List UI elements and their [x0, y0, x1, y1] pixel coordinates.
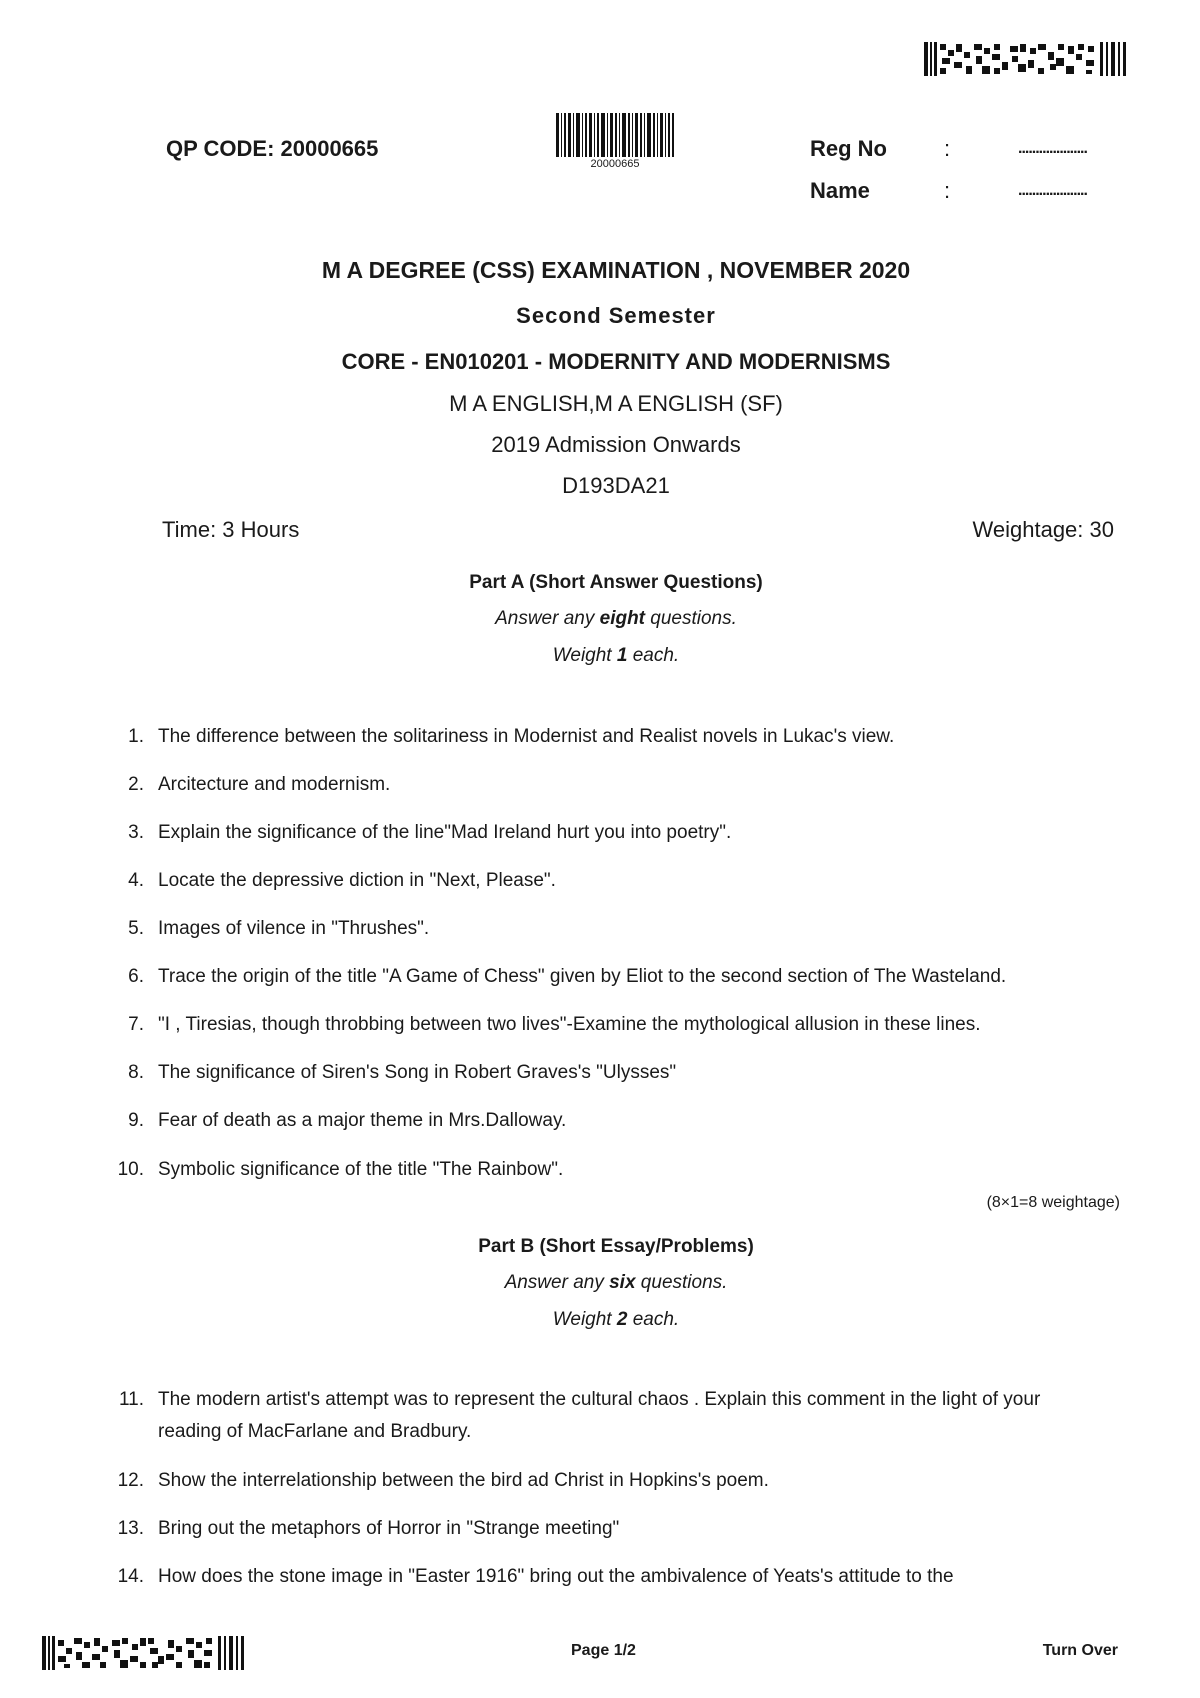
question-number: 13. [117, 1518, 144, 1539]
question-number: 6. [128, 966, 144, 987]
part-a-weight-value: 1 [616, 645, 628, 666]
part-a-heading: Part A (Short Answer Questions) [469, 572, 763, 593]
part-b-instr-pre: Answer any [504, 1272, 610, 1293]
part-a-instr-pre: Answer any [495, 608, 600, 629]
total-weightage: Weightage: 30 [972, 517, 1114, 542]
program: M A ENGLISH,M A ENGLISH (SF) [449, 391, 783, 416]
paper-code: D193DA21 [562, 473, 670, 498]
reg-no-blank: .................... [1018, 140, 1087, 157]
part-a-instr-count: eight [599, 608, 646, 629]
question-text: Images of vilence in "Thrushes". [158, 918, 430, 939]
qp-barcode-bars [556, 113, 674, 157]
part-b-instr-post: questions. [635, 1272, 728, 1293]
part-a-weight-pre: Weight [552, 645, 617, 666]
question-text: The difference between the solitariness in Modernist and Realist novels in Lukac's view. [158, 726, 895, 747]
candidate-info [810, 136, 1120, 220]
time-allowed: Time: 3 Hours [162, 517, 300, 542]
exam-title: M A DEGREE (CSS) EXAMINATION , NOVEMBER 2020 [321, 257, 911, 283]
bottom-left-barcode [42, 1636, 246, 1670]
name-blank: .................... [1018, 182, 1087, 199]
part-b-instruction [0, 1272, 1200, 1294]
part-a-instr-post: questions. [645, 608, 737, 629]
part-b-weight-pre: Weight [552, 1309, 617, 1330]
question-text: Locate the depressive diction in "Next, Please". [158, 870, 556, 891]
question-number: 7. [128, 1014, 144, 1035]
qp-code: QP CODE: 20000665 [166, 136, 379, 161]
question-text: Fear of death as a major theme in Mrs.Dalloway. [158, 1110, 567, 1131]
question-text: "I , Tiresias, though throbbing between two lives"-Examine the mythological allusion in these lines. [158, 1014, 981, 1035]
question-number: 3. [128, 822, 144, 843]
top-right-barcode [924, 42, 1128, 76]
part-b-heading: Part B (Short Essay/Problems) [478, 1236, 754, 1257]
question-number: 11. [118, 1389, 144, 1410]
admission: 2019 Admission Onwards [491, 432, 741, 457]
reg-no-row [810, 136, 1120, 178]
qp-barcode [556, 113, 674, 170]
reg-no-label: Reg No [810, 136, 887, 161]
question-text: The significance of Siren's Song in Robert Graves's "Ulysses" [158, 1062, 677, 1083]
question-text: Arcitecture and modernism. [158, 774, 391, 795]
question-number: 12. [117, 1470, 144, 1491]
part-a-instruction [0, 608, 1200, 630]
question-text: Show the interrelationship between the bird ad Christ in Hopkins's poem. [158, 1470, 769, 1491]
part-b-weight-value: 2 [616, 1309, 628, 1330]
turn-over-label: Turn Over [1042, 1642, 1118, 1659]
question-text: Trace the origin of the title "A Game of Chess" given by Eliot to the second section of The Wasteland. [158, 966, 1007, 987]
question-text: Bring out the metaphors of Horror in "Strange meeting" [158, 1518, 620, 1539]
question-number: 8. [128, 1062, 144, 1083]
name-row [810, 178, 1120, 220]
page-number: Page 1/2 [571, 1642, 636, 1659]
question-number: 9. [128, 1110, 144, 1131]
name-label: Name [810, 178, 870, 203]
question-number: 14. [117, 1566, 144, 1587]
question-number: 2. [128, 774, 144, 795]
question-number: 1. [128, 726, 144, 747]
question-text: Symbolic significance of the title "The Rainbow". [158, 1159, 564, 1180]
name-colon: : [944, 178, 951, 203]
part-b-weight-post: each. [627, 1309, 680, 1330]
part-b-weight [0, 1309, 1200, 1331]
part-a-weight [0, 645, 1200, 667]
semester: Second Semester [516, 303, 716, 328]
question-number: 10. [117, 1159, 144, 1180]
question-number: 5. [128, 918, 144, 939]
question-text: Explain the significance of the line"Mad Ireland hurt you into poetry". [158, 822, 732, 843]
reg-no-colon: : [944, 136, 951, 161]
question-text: How does the stone image in "Easter 1916" bring out the ambivalence of Yeats's attitude to the [158, 1566, 954, 1587]
course-title: CORE - EN010201 - MODERNITY AND MODERNISMS [341, 349, 891, 374]
barcode-number: 20000665 [590, 158, 640, 170]
question-text: The modern artist's attempt was to represent the cultural chaos . Explain this comment in the light of your reading of MacFarlane and Bradbury. [158, 1389, 1041, 1442]
part-a-weight-post: each. [627, 645, 680, 666]
part-a-weightage-tally: (8×1=8 weightage) [986, 1194, 1120, 1211]
part-b-instr-count: six [609, 1272, 636, 1293]
question-number: 4. [128, 870, 144, 891]
